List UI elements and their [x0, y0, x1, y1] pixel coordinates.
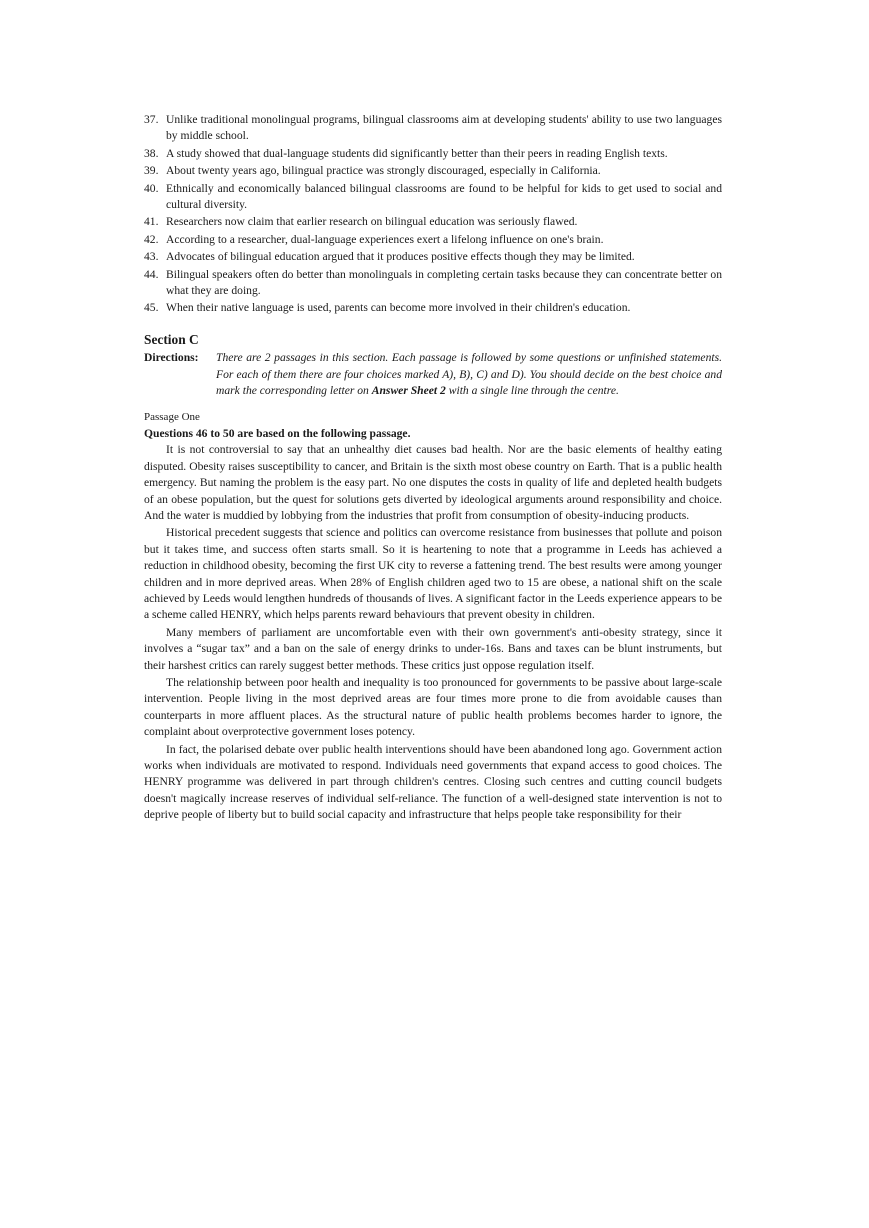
statement-item: [144, 249, 722, 265]
statement-text: Bilingual speakers often do better than monolinguals in completing certain tasks because they can concentrate better on what they are doing.: [166, 267, 722, 298]
statement-item: [144, 214, 722, 230]
statement-item: [144, 232, 722, 248]
statement-text: Ethnically and economically balanced bilingual classrooms are found to be helpful for kids to get used to social and cultural diversity.: [166, 181, 722, 212]
statement-item: [144, 267, 722, 300]
statement-item: [144, 146, 722, 162]
statement-number: 41.: [144, 215, 159, 229]
statement-number: 40.: [144, 181, 159, 195]
passage-label: Passage One: [144, 410, 200, 423]
statement-text: According to a researcher, dual-language experiences exert a lifelong influence on one's brain.: [166, 232, 604, 246]
directions-text-part: There are 2 passages in this section. Each passage is followed by some questions or unfinished statements. For each of them there are four choices marked A), B), C) and D). You should decide on the best choice and mark the corresponding letter on: [216, 351, 722, 398]
directions-text-part: with a single line through the centre.: [445, 384, 619, 398]
section-title: Section C: [144, 331, 199, 347]
passage-paragraph: The relationship between poor health and inequality is too pronounced for governments to be passive about large-scale intervention. People living in the most deprived areas are four times more prone to die from avoidable causes than counterparts in more affluent places. As the structural nature of public health problems becomes harder to ignore, the complaint about overprotective government loses potency.: [144, 676, 722, 739]
passage-paragraph: It is not controversial to say that an unhealthy diet causes bad health. Nor are the basic elements of healthy eating disputed. Obesity raises susceptibility to cancer, and Britain is the sixth most obese country on Earth. That is a public health emergency. But naming the problem is the easy part. No one disputes the costs in quality of life and depleted health budgets of an obese population, but the quest for solutions gets diverted by ideological arguments around responsibility and choice. And the water is muddied by lobbying from the industries that profit from consumption of obesity-inducing products.: [144, 443, 722, 522]
passage-paragraph: In fact, the polarised debate over public health interventions should have been abandoned long ago. Government action works when individuals are motivated to respond. Individuals need governments that expand access to good choices. The HENRY programme was delivered in part through children's centres. Closing such centres and cutting council budgets doesn't magically increase reserves of individual self-reliance. The function of a well-designed state intervention is not to deprive people of liberty but to build social capacity and infrastructure that helps people take responsibility for their: [144, 742, 722, 822]
statement-list: [144, 112, 722, 317]
statement-text: Unlike traditional monolingual programs, bilingual classrooms aim at developing students' ability to use two languages by middle school.: [166, 113, 722, 143]
statement-number: 42.: [144, 232, 159, 246]
statement-item: [144, 112, 722, 145]
exam-page: [144, 112, 722, 825]
statement-text: When their native language is used, parents can become more involved in their children's education.: [166, 301, 631, 315]
directions-label: Directions:: [144, 351, 199, 365]
statement-item: [144, 181, 722, 214]
answer-sheet-label: Answer Sheet 2: [371, 384, 446, 398]
statement-number: 39.: [144, 164, 159, 178]
statement-number: 43.: [144, 250, 159, 264]
directions-text: [216, 351, 722, 397]
directions-block: [144, 350, 722, 399]
statement-text: Researchers now claim that earlier research on bilingual education was seriously flawed.: [166, 215, 578, 229]
statement-item: [144, 300, 722, 316]
passage-paragraph: Many members of parliament are uncomfortable even with their own government's anti-obesity strategy, since it involves a “sugar tax” and a ban on the sale of energy drinks to under-16s. Bans and taxes can be blunt instruments, but their harshest critics can rarely suggest better methods. These critics just oppose regulation itself.: [144, 625, 722, 672]
statement-text: A study showed that dual-language students did significantly better than their peers in reading English texts.: [166, 146, 668, 160]
statement-number: 37.: [144, 113, 159, 126]
passage-heading: Questions 46 to 50 are based on the following passage.: [144, 426, 411, 440]
statement-text: Advocates of bilingual education argued that it produces positive effects though they may be limited.: [166, 250, 635, 264]
statement-text: About twenty years ago, bilingual practice was strongly discouraged, especially in California.: [166, 164, 601, 178]
statement-number: 44.: [144, 267, 159, 281]
statement-number: 38.: [144, 146, 159, 160]
statement-number: 45.: [144, 301, 159, 315]
statement-item: [144, 163, 722, 179]
passage-paragraph: Historical precedent suggests that science and politics can overcome resistance from businesses that pollute and poison but it takes time, and success often starts small. So it is heartening to note that a programme in Leeds has achieved a reduction in childhood obesity, becoming the first UK city to reverse a fattening trend. The best results were among younger children and in more deprived areas. When 28% of English children aged two to 15 are obese, a national shift on the scale achieved by Leeds would lengthen hundreds of thousands of lives. A significant factor in the Leeds experience appears to be a scheme called HENRY, which helps parents reward behaviours that prevent obesity in children.: [144, 526, 722, 622]
